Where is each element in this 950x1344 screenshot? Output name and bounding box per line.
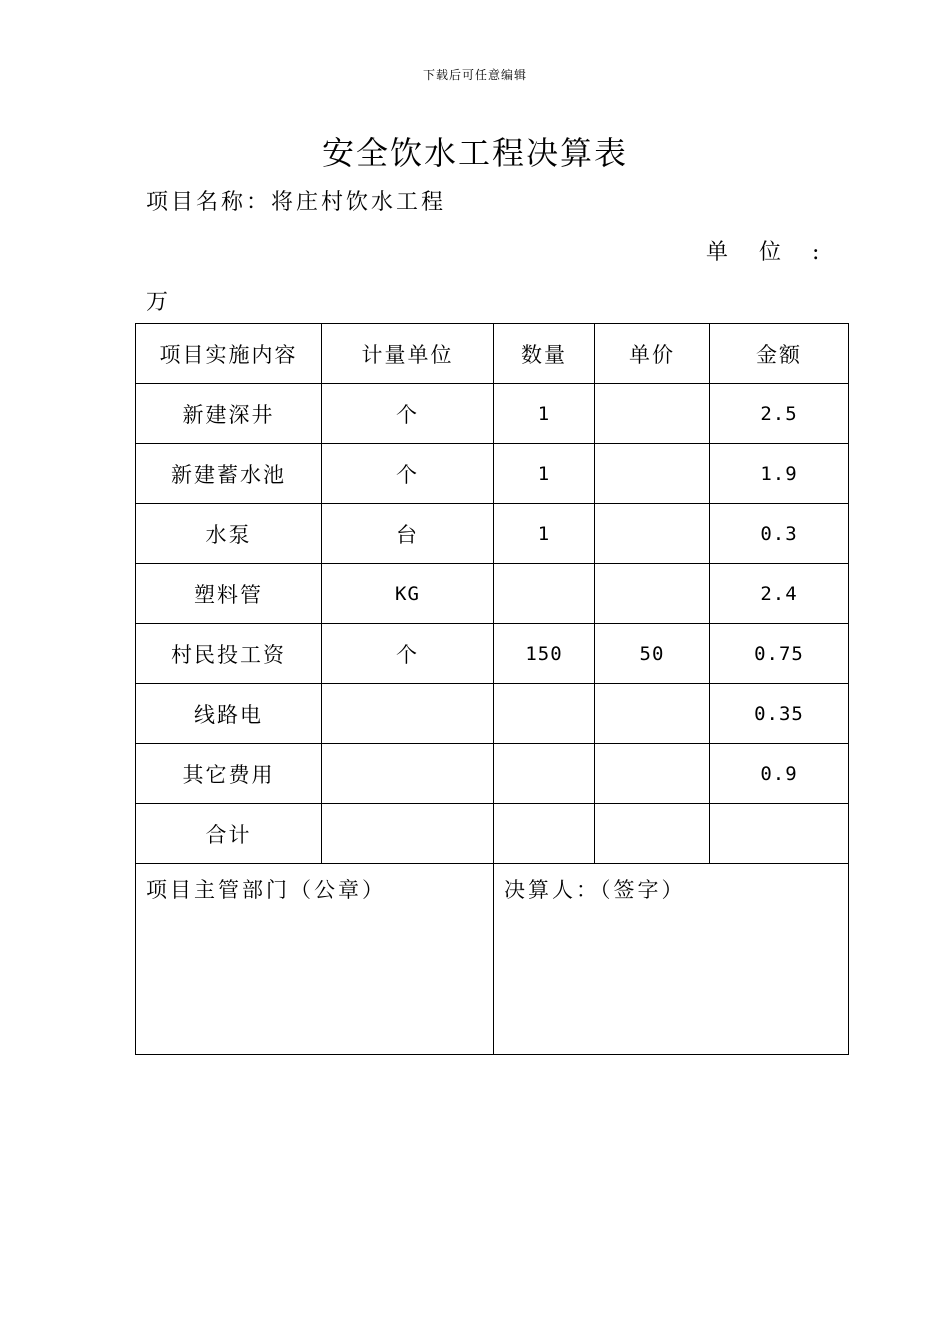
unit-label: 单 位 : [706, 240, 832, 265]
item-cell: 合计 [136, 804, 322, 864]
quantity-cell: 1 [494, 384, 595, 444]
column-header: 项目实施内容 [136, 324, 322, 384]
price-cell [595, 384, 710, 444]
table-row [136, 624, 849, 684]
quantity-cell [494, 804, 595, 864]
table-row [136, 564, 849, 624]
table-row [136, 684, 849, 744]
column-header: 金额 [710, 324, 849, 384]
quantity-cell [494, 564, 595, 624]
unit-cell [322, 744, 494, 804]
price-cell [595, 744, 710, 804]
amount-cell: 0.35 [710, 684, 849, 744]
item-cell: 水泵 [136, 504, 322, 564]
item-cell: 塑料管 [136, 564, 322, 624]
price-cell: 50 [595, 624, 710, 684]
unit-cell [322, 684, 494, 744]
header-note: 下载后可任意编辑 [422, 68, 527, 82]
item-cell: 村民投工资 [136, 624, 322, 684]
table-row [136, 444, 849, 504]
amount-cell [710, 804, 849, 864]
unit-cell: 个 [322, 384, 494, 444]
table-row [136, 384, 849, 444]
price-cell [595, 564, 710, 624]
quantity-cell: 1 [494, 444, 595, 504]
unit-value: 万 [146, 290, 169, 315]
quantity-cell [494, 744, 595, 804]
unit-cell: 个 [322, 444, 494, 504]
amount-cell: 2.5 [710, 384, 849, 444]
price-cell [595, 444, 710, 504]
unit-cell: KG [322, 564, 494, 624]
total-row [136, 804, 849, 864]
accountant-signature-cell: 决算人：（签字） [494, 864, 849, 1055]
table-header-row [136, 324, 849, 384]
unit-cell: 个 [322, 624, 494, 684]
budget-table [135, 323, 849, 1055]
unit-cell: 台 [322, 504, 494, 564]
unit-cell [322, 804, 494, 864]
amount-cell: 0.3 [710, 504, 849, 564]
price-cell [595, 684, 710, 744]
signature-row [136, 864, 849, 1055]
amount-cell: 2.4 [710, 564, 849, 624]
column-header: 计量单位 [322, 324, 494, 384]
table-row [136, 744, 849, 804]
column-header: 数量 [494, 324, 595, 384]
project-name: 项目名称：将庄村饮水工程 [146, 190, 447, 215]
item-cell: 新建蓄水池 [136, 444, 322, 504]
department-seal-cell: 项目主管部门（公章） [136, 864, 494, 1055]
price-cell [595, 504, 710, 564]
amount-cell: 0.9 [710, 744, 849, 804]
item-cell: 其它费用 [136, 744, 322, 804]
quantity-cell: 1 [494, 504, 595, 564]
quantity-cell: 150 [494, 624, 595, 684]
price-cell [595, 804, 710, 864]
item-cell: 线路电 [136, 684, 322, 744]
amount-cell: 0.75 [710, 624, 849, 684]
amount-cell: 1.9 [710, 444, 849, 504]
table-row [136, 504, 849, 564]
column-header: 单价 [595, 324, 710, 384]
document-title: 安全饮水工程决算表 [321, 134, 628, 172]
quantity-cell [494, 684, 595, 744]
item-cell: 新建深井 [136, 384, 322, 444]
